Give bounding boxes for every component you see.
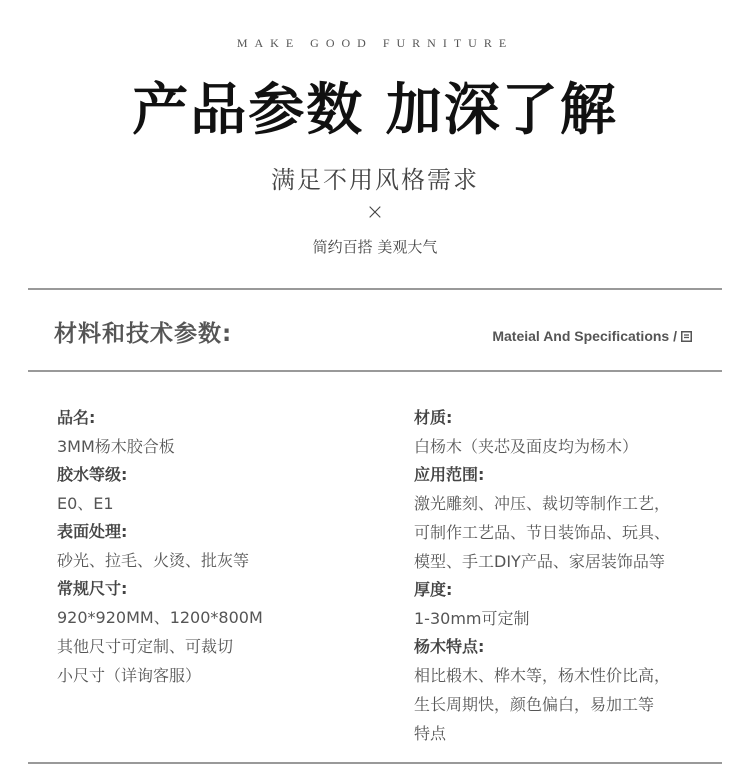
spec-label: 杨木特点: [414, 637, 485, 656]
page-title: 产品参数 加深了解 [132, 78, 618, 143]
spec-item-size [57, 575, 377, 690]
spec-item-poplar-features [414, 633, 724, 748]
slogan: 简约百搭 美观大气 [312, 238, 438, 256]
section-divider [28, 370, 722, 372]
cross-divider: × [365, 200, 385, 225]
spec-value: E0、E1 [57, 494, 114, 513]
spec-item-name [57, 404, 377, 461]
spec-label: 胶水等级: [57, 465, 128, 484]
top-divider [28, 288, 722, 290]
spec-value: 3MM杨木胶合板 [57, 437, 175, 456]
spec-item-material [414, 404, 724, 461]
spec-label: 材质: [414, 408, 453, 427]
spec-value: 激光雕刻、冲压、裁切等制作工艺， 可制作工艺品、节日装饰品、玩具、 模型、手工DIY产品、家居装饰品等 [414, 494, 671, 571]
brand-tagline: MAKE GOOD FURNITURE [236, 36, 514, 50]
spec-value: 1-30mm可定制 [414, 609, 530, 628]
spec-label: 应用范围: [414, 465, 485, 484]
spec-column-left [57, 404, 377, 690]
spec-value: 白杨木（夹芯及面皮均为杨木） [414, 437, 639, 456]
spec-label: 常规尺寸: [57, 579, 128, 598]
spec-label: 厚度: [414, 580, 453, 599]
section-subtitle [492, 328, 692, 344]
spec-item-glue-grade [57, 461, 377, 518]
spec-item-application [414, 461, 724, 576]
spec-value: 砂光、拉毛、火烫、批灰等 [57, 551, 250, 570]
spec-value: 相比椴木、桦木等，杨木性价比高， 生长周期快，颜色偏白，易加工等 特点 [414, 666, 671, 743]
page-subtitle: 满足不用风格需求 [271, 166, 479, 194]
spec-item-thickness [414, 576, 724, 633]
spec-column-right [414, 404, 724, 748]
bottom-divider [28, 762, 722, 764]
spec-item-surface [57, 518, 377, 575]
document-icon [681, 331, 692, 342]
spec-label: 品名: [57, 408, 96, 427]
section-title: 材料和技术参数: [54, 321, 233, 347]
spec-label: 表面处理: [57, 522, 128, 541]
spec-value: 920*920MM、1200*800M 其他尺寸可定制、可裁切 小尺寸（详询客服） [57, 608, 263, 685]
section-subtitle-text: Mateial And Specifications / [492, 328, 677, 344]
